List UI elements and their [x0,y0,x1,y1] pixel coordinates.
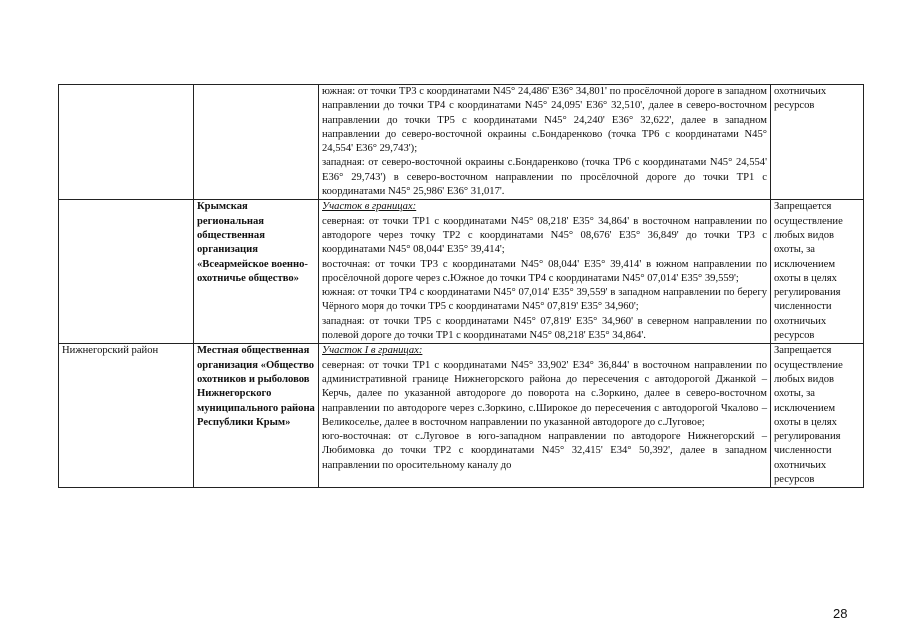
table-row [59,200,864,344]
boundaries-cell [319,85,771,200]
boundary-paragraph: северная: от точки ТР1 с координатами N45° 08,218' E35° 34,864' в восточном направлении по автодороге через точку ТР2 с координатами N45° 08,676' E35° 36,849' до точки ТР3 с координатами N45° 08,044' E35° 39,414'; [322,215,767,256]
table-row [59,85,864,200]
district-cell [59,85,194,200]
boundary-paragraph: восточная: от точки ТР3 с координатами N45° 08,044' E35° 39,414' в южном направлении по просёлочной дороге через с.Южное до точки ТР4 с координатами N45° 07,014' E35° 39,559'; [322,258,767,284]
boundary-paragraph: западная: от точки ТР5 с координатами N45° 07,819' E35° 34,960' в северном направлении по полевой дороге до точки ТР1 с координатами N45° 08,218' E35° 34,864'. [322,315,767,342]
organization-cell: Местная общественная организация «Общество охотников и рыболовов Нижнегорского муниципального района Республики Крым» [194,344,319,488]
boundary-paragraph: северная: от точки ТР1 с координатами N45° 33,902' E34° 36,844' в восточном направлении по административной границе Нижнегорского района до пересечения с автодорогой Джанкой – Керчь, далее по указанной автодороге до поворота на с.Зоркино, далее в северо-восточном направлении по автодороге через с.Зоркино, с.Широкое до пересечения с автодорогой Чкалово – Великоселье, далее в восточном направлении по указанной автодороге до с.Луговое; [322,359,767,428]
restriction-cell: Запрещается осуществление любых видов охоты, за исключением охоты в целях регулирования численности охотничьих ресурсов [771,344,864,488]
page-number: 28 [833,606,848,621]
boundary-paragraph: южная: от точки ТР4 с координатами N45° 07,014' E35° 39,559' в западном направлении по берегу Чёрного моря до точки ТР5 с координатами N45° 07,819' E35° 34,960'; [322,287,767,313]
zone-title: Участок I в границах: [322,345,423,357]
boundary-paragraph: западная: от северо-восточной окраины с.Бондаренково (точка ТР6 с координатами N45° 24,554' E36° 29,743') в северо-восточном направлении по просёлочной дороге до точки ТР1 с координатами N45° 25,986' E36° 31,017'. [322,157,767,198]
organization-cell: Крымская региональная общественная организация «Всеармейское военно-охотничье общество» [194,200,319,344]
boundary-paragraph: южная: от точки ТР3 с координатами N45° 24,486' E36° 34,801' по просёлочной дороге в западном направлении до точки ТР4 с координатами N45° 24,095' E36° 32,510', далее в северо-восточном направлении до точки ТР5 с координатами N45° 24,240' E36° 32,622', далее в западном направлении до северо-восточной окраины с.Бондаренково (точка ТР6 с координатами N45° 24,554' E36° 29,743'); [322,86,767,155]
table-row [59,344,864,488]
hunting-zones-table [58,84,864,488]
boundaries-cell [319,200,771,344]
zone-title: Участок в границах: [322,201,417,213]
restriction-cell: Запрещается осуществление любых видов охоты, за исключением охоты в целях регулирования численности охотничьих ресурсов [771,200,864,344]
district-cell [59,200,194,344]
district-cell: Нижнегорский район [59,344,194,488]
boundary-paragraph: юго-восточная: от с.Луговое в юго-западном направлении по автодороге Нижнегорский – Любимовка до точки ТР2 с координатами N45° 32,415' E34° 50,392', далее в западном направлении по оросительному каналу до [322,431,767,471]
organization-cell [194,85,319,200]
boundaries-cell [319,344,771,488]
restriction-cell: охотничьих ресурсов [771,85,864,200]
